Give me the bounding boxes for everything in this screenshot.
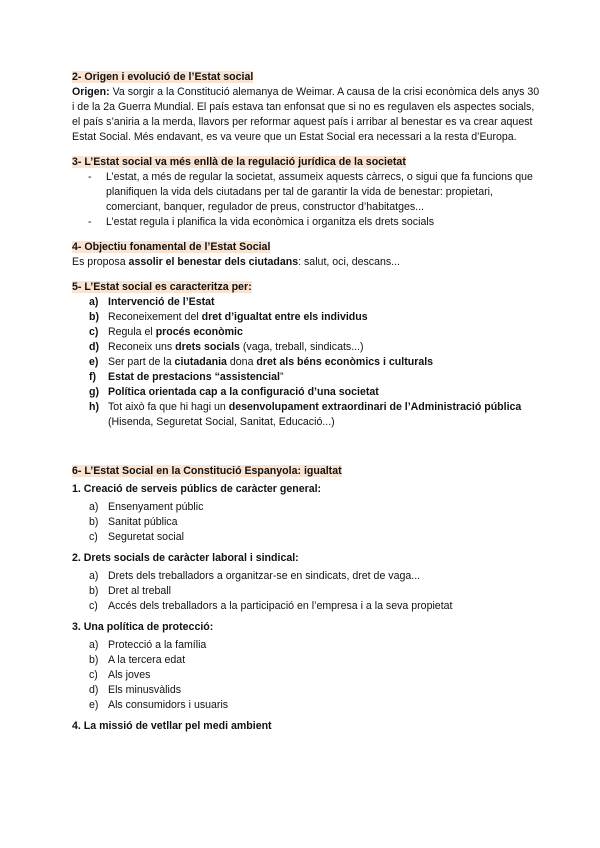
section-3-list: [72, 170, 542, 230]
list-marker: f): [89, 371, 97, 383]
document-page: [72, 70, 542, 737]
list-item: - L’estat regula i planifica la vida econòmica i organitza els drets socials: [106, 215, 542, 230]
text-run-bold: Política orientada cap a la configuració d’una societat: [108, 386, 379, 398]
list-item: [89, 698, 542, 713]
list-item: [89, 668, 542, 683]
list-marker: b): [89, 516, 99, 528]
list-text: Dret al treball: [108, 585, 171, 597]
section-5-list: [72, 295, 542, 430]
list-marker: a): [89, 570, 99, 582]
list-marker: d): [89, 341, 99, 353]
list-item: [89, 325, 542, 340]
list-item: [89, 584, 542, 599]
section-3-heading: 3- L’Estat social va més enllà de la regulació jurídica de la societat: [72, 156, 406, 168]
list-item: [89, 400, 542, 430]
text-run: Ser part de la: [108, 356, 175, 368]
section-6: [72, 464, 542, 734]
list-marker: h): [89, 401, 99, 413]
subheading-1: 1. Creació de serveis públics de caràcter general:: [72, 483, 322, 495]
list-text: Accés dels treballadors a la participació en l’empresa i a la seva propietat: [108, 600, 453, 612]
list-item: [89, 515, 542, 530]
section-2: [72, 70, 542, 145]
list-item: [89, 370, 542, 385]
list-item: [89, 683, 542, 698]
text-run: Es proposa: [72, 256, 129, 268]
protection-list: [72, 638, 542, 713]
list-item: [89, 569, 542, 584]
list-text: Ensenyament públic: [108, 501, 204, 513]
section-6-heading: 6- L’Estat Social en la Constitució Espanyola: igualtat: [72, 465, 342, 477]
text-run-bold: dret d’igualtat entre els individus: [201, 311, 368, 323]
list-item: - L’estat, a més de regular la societat, assumeix aquests càrrecs, o sigui que fa funcions que planifiquen la vida dels ciutadans per tal de garantir la vida de benestar: propietari, comerciant, banquer, regulador de preus, constructor d’habitatges...: [106, 170, 542, 215]
list-marker: a): [89, 501, 99, 513]
list-marker: c): [89, 669, 98, 681]
text-run: Tot això fa que hi hagi un: [108, 401, 229, 413]
subheading-2: 2. Drets socials de caràcter laboral i sindical:: [72, 552, 299, 564]
list-marker: a): [89, 296, 99, 308]
text-run: dona: [226, 356, 257, 368]
list-marker: e): [89, 356, 99, 368]
list-text: Sanitat pública: [108, 516, 178, 528]
list-marker: c): [89, 600, 98, 612]
text-run-bold: drets socials: [175, 341, 240, 353]
list-marker: e): [89, 699, 99, 711]
subheading-3: 3. Una política de protecció:: [72, 621, 214, 633]
list-item: [89, 653, 542, 668]
list-item: [89, 310, 542, 325]
section-2-paragraph: [72, 85, 542, 145]
list-text: Els minusvàlids: [108, 684, 182, 696]
text-run: : salut, oci, descans...: [298, 256, 400, 268]
section-3: [72, 155, 542, 230]
list-item: [89, 599, 542, 614]
list-item: [89, 355, 542, 370]
list-item: [89, 385, 542, 400]
text-run: (Hisenda, Seguretat Social, Sanitat, Educació...): [108, 416, 335, 428]
list-text: A la tercera edat: [108, 654, 186, 666]
list-item: [89, 340, 542, 355]
text-run-bold: ciutadania: [174, 356, 227, 368]
subheading-4: 4. La missió de vetllar pel medi ambient: [72, 720, 272, 732]
list-marker: a): [89, 639, 99, 651]
section-2-heading: 2- Origen i evolució de l’Estat social: [72, 71, 254, 83]
list-item: [89, 500, 542, 515]
text-run: ”: [279, 371, 284, 383]
origin-text: Va sorgir a la Constitució alemanya de Weimar. A causa de la crisi econòmica dels anys 30 i de la 2a Guerra Mundial. El país estava tan enfonsat que si no es regulaven els aspectes socials, el país s’aniria a la merda, llavors per reformar aquest país i arribar al benestar es va crear aquest Estat Social. Més endavant, es va veure que un Estat Social era necessari a la resta d’Europa.: [72, 86, 540, 143]
list-text: Als consumidors i usuaris: [108, 699, 229, 711]
section-4: [72, 240, 542, 270]
text-run-bold: assolir el benestar dels ciutadans: [128, 256, 299, 268]
list-text: Protecció a la família: [108, 639, 207, 651]
list-marker: b): [89, 654, 99, 666]
list-marker: b): [89, 311, 99, 323]
origin-label: Origen:: [72, 86, 110, 98]
list-item: [89, 638, 542, 653]
text-run: Reconeix uns: [108, 341, 176, 353]
text-run-bold: dret als béns econòmics i culturals: [256, 356, 434, 368]
list-marker: b): [89, 585, 99, 597]
text-run: (vaga, treball, sindicats...): [239, 341, 364, 353]
text-run: Reconeixement del: [108, 311, 202, 323]
list-marker: c): [89, 326, 99, 338]
list-item: [89, 295, 542, 310]
list-text: Drets dels treballadors a organitzar-se en sindicats, dret de vaga...: [108, 570, 421, 582]
text-run-bold: Intervenció de l’Estat: [108, 296, 215, 308]
section-4-heading: 4- Objectiu fonamental de l’Estat Social: [72, 241, 271, 253]
labour-rights-list: [72, 569, 542, 614]
list-text: Als joves: [108, 669, 151, 681]
section-5-heading: 5- L’Estat social es caracteritza per:: [72, 281, 252, 293]
list-marker: d): [89, 684, 99, 696]
section-4-paragraph: [72, 255, 542, 270]
list-text: Seguretat social: [108, 531, 184, 543]
list-marker: c): [89, 531, 98, 543]
text-run: Regula el: [108, 326, 156, 338]
text-run-bold: procés econòmic: [155, 326, 243, 338]
spacer: [72, 440, 542, 464]
text-run-bold: Estat de prestacions “assistencial: [108, 371, 280, 383]
list-item: [89, 530, 542, 545]
list-marker: g): [89, 386, 99, 398]
section-5: [72, 280, 542, 430]
services-list: [72, 500, 542, 545]
text-run-bold: desenvolupament extraordinari de l’Administració pública: [228, 401, 522, 413]
